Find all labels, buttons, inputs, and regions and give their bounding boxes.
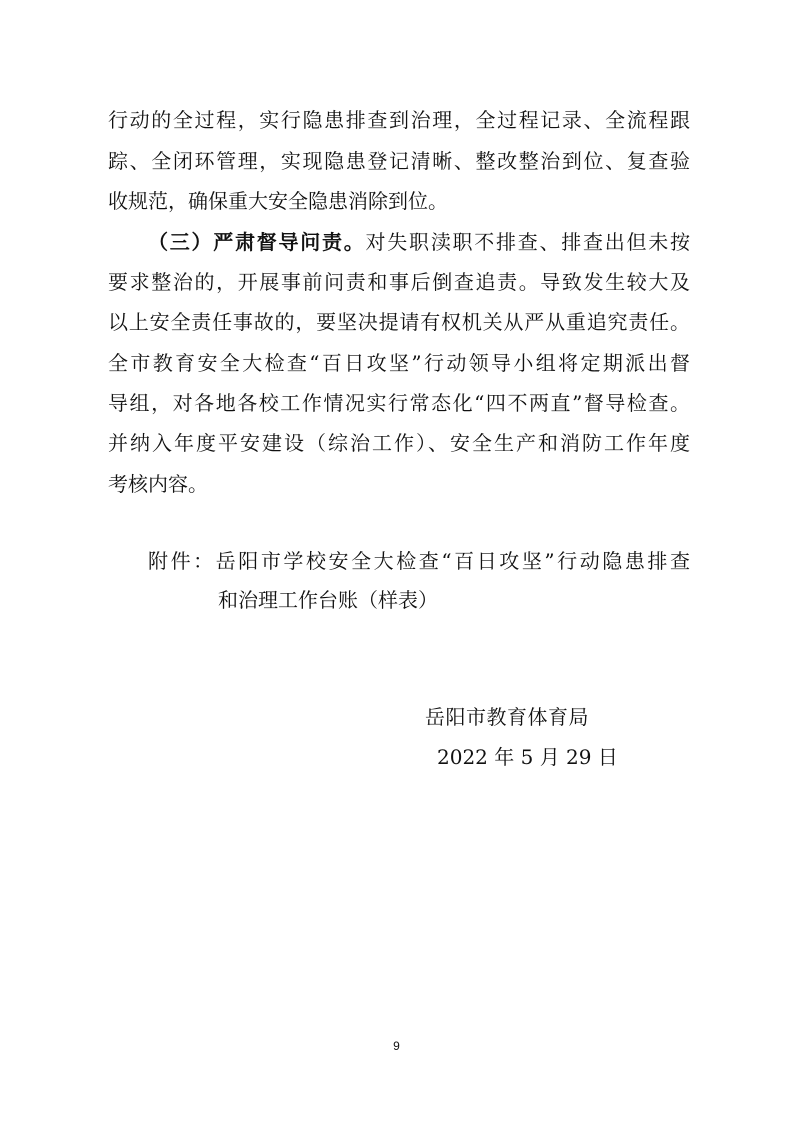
attachment-line-1: 附件：岳阳市学校安全大检查“百日攻坚”行动隐患排查 (148, 549, 690, 573)
section-3-heading: （三）严肃督导问责。 (148, 230, 366, 254)
body-line-6: 以上安全责任事故的，要坚决提请有权机关从严从重追究责任。 (108, 310, 690, 334)
signature-date: 2022 年 5 月 29 日 (437, 745, 618, 769)
body-line-3: 收规范，确保重大安全隐患消除到位。 (108, 189, 448, 213)
section-3-first-line (148, 228, 690, 256)
body-line-5: 要求整治的，开展事前问责和事后倒查追责。导致发生较大及 (108, 270, 690, 294)
body-line-1: 行动的全过程，实行隐患排查到治理，全过程记录、全流程跟 (108, 108, 690, 132)
body-line-8: 导组，对各地各校工作情况实行常态化“四不两直”督导检查。 (108, 391, 690, 415)
attachment-line-2: 和治理工作台账（样表） (218, 588, 438, 612)
body-line-7: 全市教育安全大检查“百日攻坚”行动领导小组将定期派出督 (108, 351, 690, 375)
body-line-2: 踪、全闭环管理，实现隐患登记清晰、整改整治到位、复查验 (108, 149, 690, 173)
body-line-10: 考核内容。 (108, 472, 208, 496)
body-line-9: 并纳入年度平安建设（综治工作）、安全生产和消防工作年度 (108, 431, 690, 455)
signature-organization: 岳阳市教育体育局 (425, 705, 589, 729)
section-3-first-line-text: 对失职渎职不排查、排查出但未按 (365, 230, 690, 254)
page-number: 9 (393, 1039, 400, 1053)
